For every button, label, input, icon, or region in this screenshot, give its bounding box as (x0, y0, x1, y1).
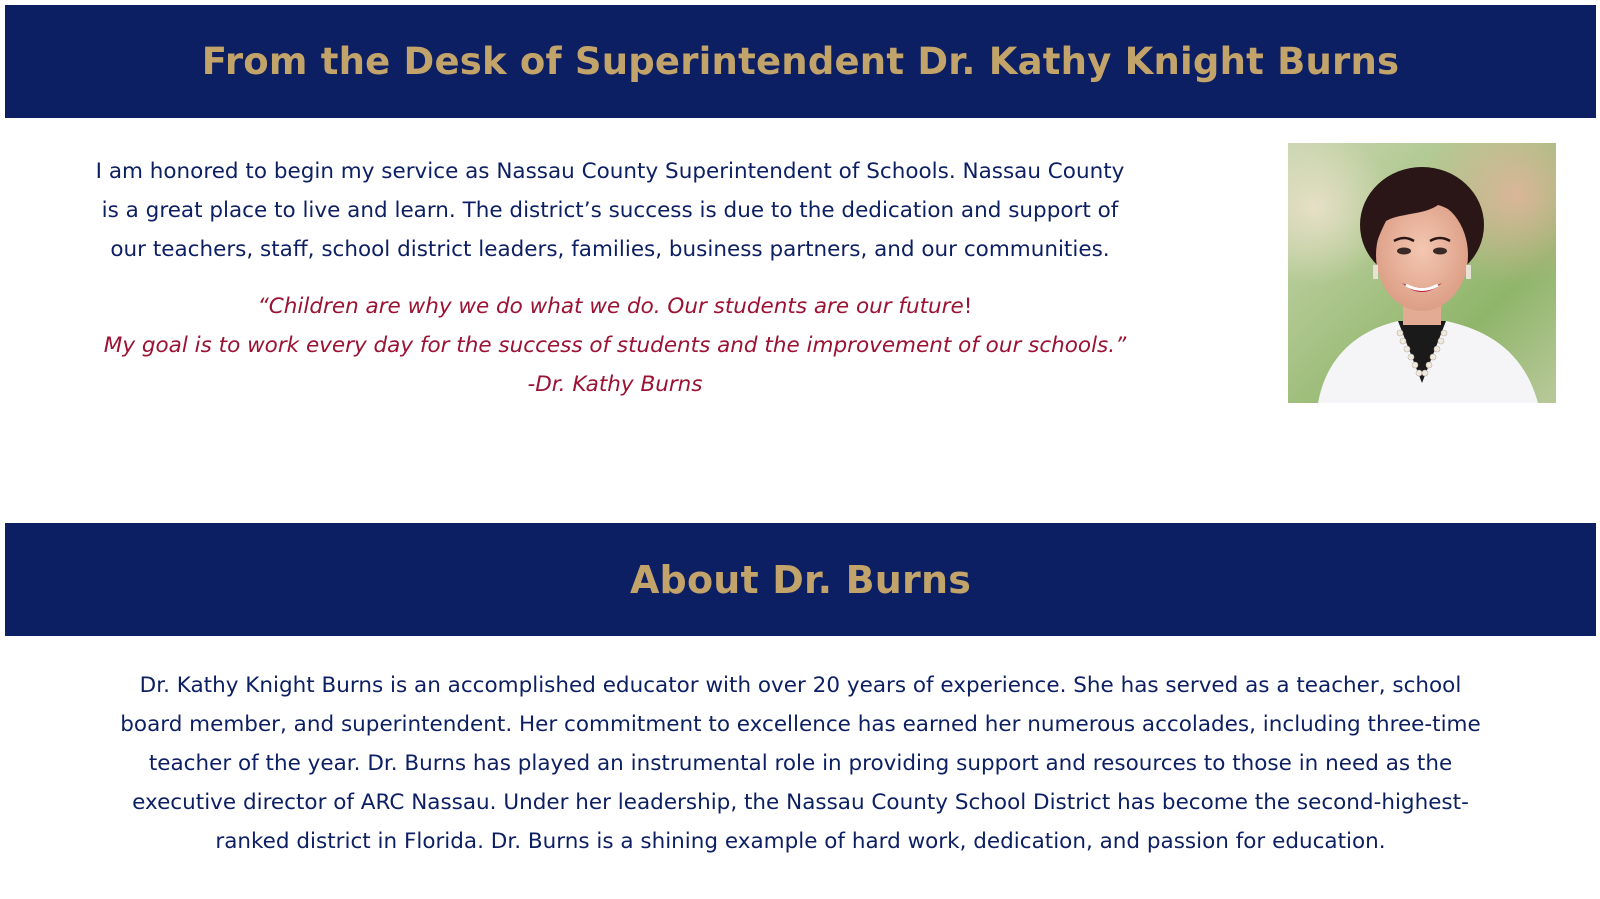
about-banner (5, 523, 1596, 636)
portrait-photo-icon (1288, 143, 1556, 403)
quote-attribution: -Dr. Kathy Burns (527, 372, 703, 397)
about-paragraph (10, 666, 1591, 861)
intro-line: our teachers, staff, school district leaders, families, business partners, and our communities. (110, 237, 1110, 262)
about-title: About Dr. Burns (629, 557, 972, 602)
intro-paragraph (10, 152, 1210, 269)
quote-line-end: ! (963, 294, 973, 319)
quote-line-text: “Children are why we do what we do. Our students are our future (257, 294, 964, 319)
about-line: teacher of the year. Dr. Burns has played an instrumental role in providing support and resources to those in need as the (148, 751, 1453, 776)
header-banner (5, 5, 1596, 118)
quote-line (0, 287, 1230, 326)
intro-line: I am honored to begin my service as Nassau County Superintendent of Schools. Nassau County (95, 159, 1125, 184)
intro-line: is a great place to live and learn. The district’s success is due to the dedication and support of (101, 198, 1119, 223)
quote-line: My goal is to work every day for the success of students and the improvement of our schools.” (103, 333, 1127, 358)
page-title: From the Desk of Superintendent Dr. Kathy Knight Burns (201, 40, 1400, 83)
about-line: board member, and superintendent. Her commitment to excellence has earned her numerous accolades, including three-time (120, 712, 1481, 737)
about-line: Dr. Kathy Knight Burns is an accomplished educator with over 20 years of experience. She has served as a teacher, school (139, 673, 1462, 698)
portrait-photo (1288, 143, 1556, 403)
superintendent-quote (0, 287, 1230, 404)
about-line: executive director of ARC Nassau. Under her leadership, the Nassau County School District has become the second-highest- (132, 790, 1469, 815)
about-line: ranked district in Florida. Dr. Burns is a shining example of hard work, dedication, and passion for education. (215, 829, 1386, 854)
